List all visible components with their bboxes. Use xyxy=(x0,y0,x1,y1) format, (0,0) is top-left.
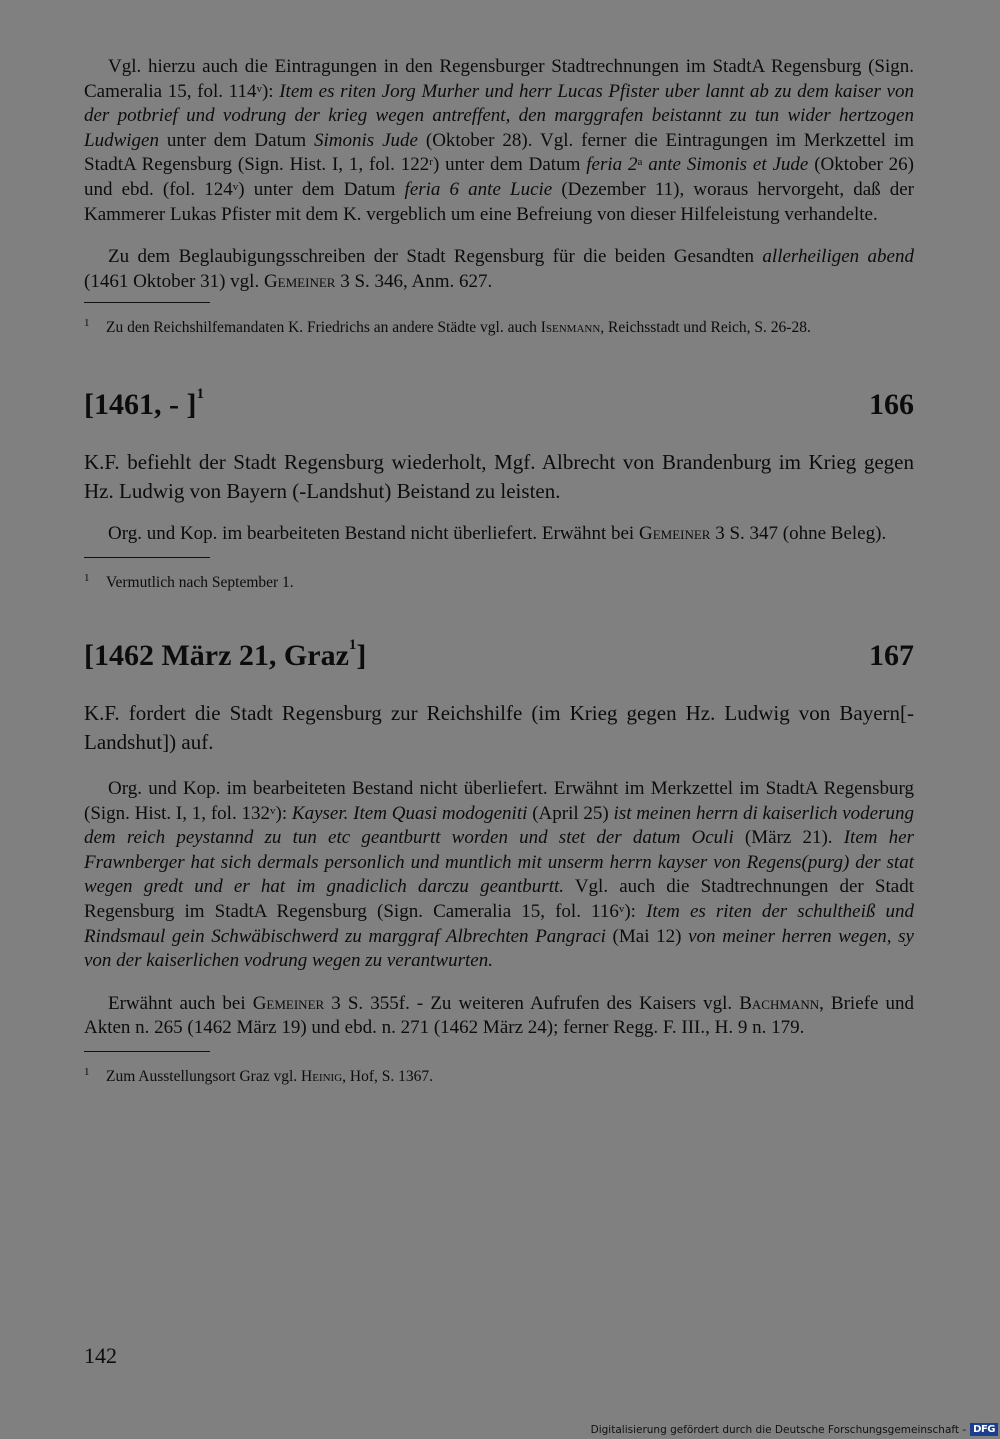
footnote-rule xyxy=(84,1051,210,1052)
entry-167-date: [1462 März 21, Graz$^1$] xyxy=(84,636,367,672)
entry-166-footnote: 1 Vermutlich nach September 1. xyxy=(84,571,294,591)
dfg-credit-bar xyxy=(591,1423,998,1436)
entry-166-number: 166 xyxy=(869,388,914,422)
entry-167-note-1: Org. und Kop. im bearbeiteten Bestand nicht überliefert. Erwähnt im Merkzettel im StadtA Regensburg (Sign. Hist. I, 1, fol. 132$^v$): Kayser. Item Quasi modogeniti (April 25) ist meinen herrn di kaiserlich voderung dem reich peystannd zu tun etc geantburtt worden und stet der datum Oculi (März 21). Item her Frawnberger hat sich dermals personlich und muntlich mit unserm herrn kayser von Regens(purg) der stat wegen gredt und er hat im gnadiclich darczu geantburtt. Vgl. auch die Stadtrechnungen der Stadt Regensburg im StadtA Regensburg (Sign. Cameralia 15, fol. 116$^v$): Item es riten der schultheiß und Rindsmaul gein Schwäbischwerd zu marggraf Albrechten Pangraci (Mai 12) von meiner herren wegen, sy von der kaiserlichen vodrung wegen zu verantwurten. xyxy=(84,777,915,972)
continuation-paragraph-2: Zu dem Beglaubigungsschreiben der Stadt Regensburg für die beiden Gesandten allerheiligen abend (1461 Oktober 31) vgl. Gemeiner 3 S. 346, Anm. 627. xyxy=(84,246,914,292)
dfg-credit-text: Digitalisierung gefördert durch die Deutsche Forschungsgemeinschaft - xyxy=(590,1423,967,1436)
entry-166-note: Org. und Kop. im bearbeiteten Bestand nicht überliefert. Erwähnt bei Gemeiner 3 S. 347 (ohne Beleg). xyxy=(108,523,887,545)
entry-167-number: 167 xyxy=(869,638,914,672)
continuation-paragraph-1: Vgl. hierzu auch die Eintragungen in den Regensburger Stadtrechnungen im StadtA Regensburg (Sign. Cameralia 15, fol. 114$^v$): Item es riten Jorg Murher und herr Lucas Pfister uber lannt ab zu dem kaiser von der potbrief und vodrung der krieg wegen antreffent, den marggrafen beistannt zu tun wider hertzogen Ludwigen unter dem Datum Simonis Jude (Oktober 28). Vgl. ferner die Eintragungen im Merkzettel im StadtA Regensburg (Sign. Hist. I, 1, fol. 122$^r$) unter dem Datum feria 2$^a$ ante Simonis et Jude (Oktober 26) und ebd. (fol. 124$^v$) unter dem Datum feria 6 ante Lucie (Dezember 11), woraus hervorgeht, daß der Kammerer Lukas Pfister mit dem K. vergeblich um eine Befreiung von dieser Hilfeleistung verhandelte. xyxy=(84,56,915,225)
entry-166-heading xyxy=(84,388,914,422)
page-number: 142 xyxy=(84,1343,117,1368)
entry-167-footnote: 1 Zum Ausstellungsort Graz vgl. Heinig, Hof, S. 1367. xyxy=(84,1065,434,1085)
footnote-rule xyxy=(84,557,210,558)
entry-166-regest: K.F. befiehlt der Stadt Regensburg wiederholt, Mgf. Albrecht von Brandenburg im Krieg gegen Hz. Ludwig von Bayern (-Landshut) Beistand zu leisten. xyxy=(84,450,914,504)
page-body xyxy=(84,55,914,1087)
entry-167-note-2: Erwähnt auch bei Gemeiner 3 S. 355f. - Zu weiteren Aufrufen des Kaisers vgl. Bachmann, Briefe und Akten n. 265 (1462 März 19) und ebd. n. 271 (1462 März 24); ferner Regg. F. III., H. 9 n. 179. xyxy=(84,992,914,1039)
entry-167-heading xyxy=(84,636,914,673)
entry-167-regest: K.F. fordert die Stadt Regensburg zur Reichshilfe (im Krieg gegen Hz. Ludwig von Bayern[-Landshut]) auf. xyxy=(84,700,914,754)
dfg-logo-icon: DFG xyxy=(970,1423,998,1436)
entry-166-date: [1461, - ]$^1$ xyxy=(84,386,204,422)
footnote-1: 1 Zu den Reichshilfemandaten K. Friedrichs an andere Städte vgl. auch Isenmann, Reichsstadt und Reich, S. 26-28. xyxy=(84,317,811,337)
footnote-rule xyxy=(84,302,210,303)
